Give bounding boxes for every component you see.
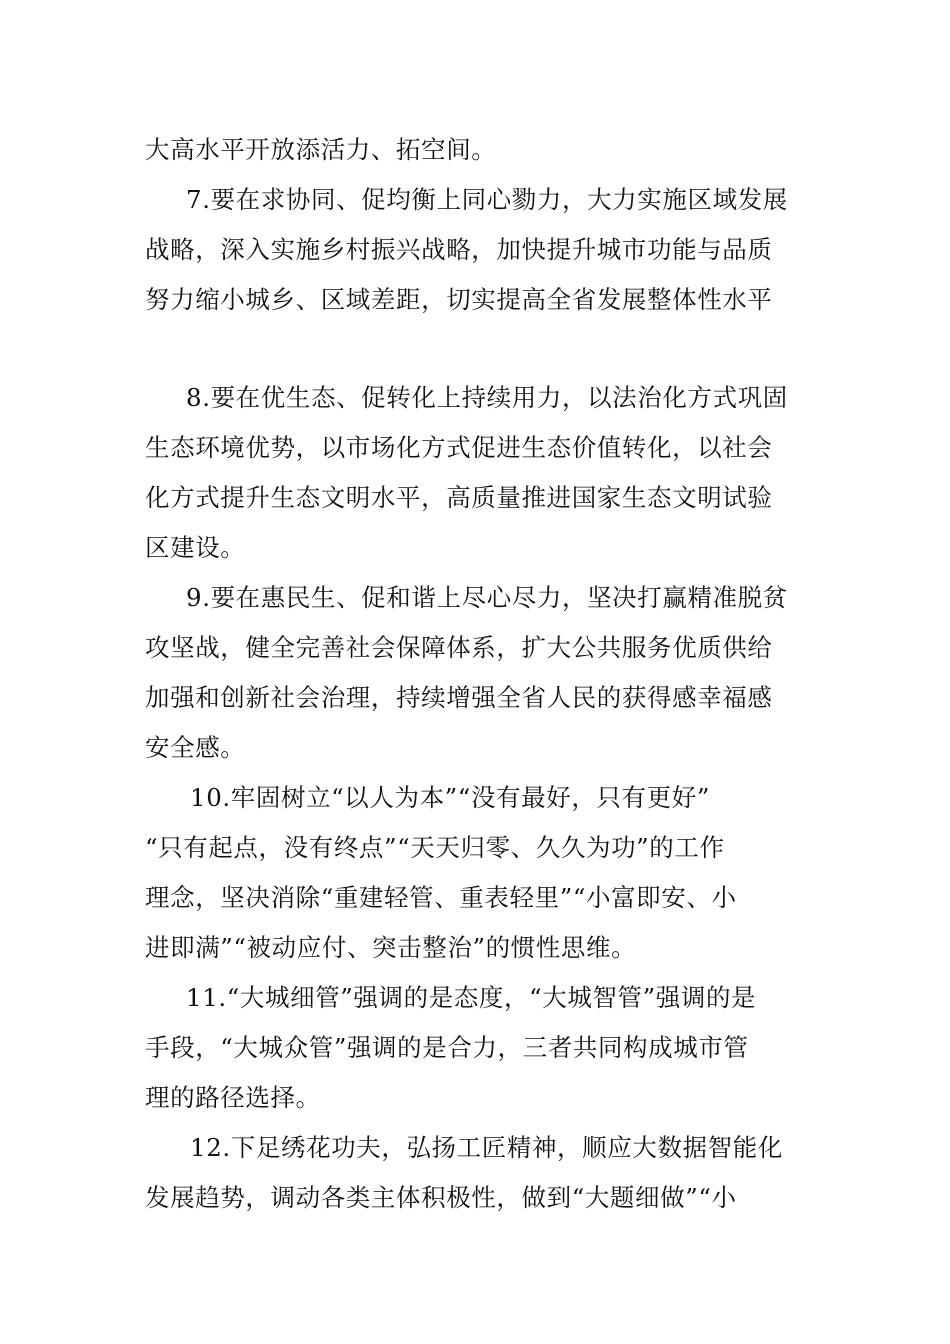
paragraph-10-line: 进即满”“被动应付、突击整治”的惯性思维。 [145, 933, 637, 962]
paragraph-11-line: 手段，“大城众管”强调的是合力，三者共同构成城市管 [145, 1033, 749, 1062]
paragraph-8-line: 8.要在优生态、促转化上持续用力，以法治化方式巩固 [186, 383, 788, 412]
paragraph-7-line: 努力缩小城乡、区域差距，切实提高全省发展整体性水平 [145, 285, 773, 314]
paragraph-7-line: 战略，深入实施乡村振兴战略，加快提升城市功能与品质 [145, 235, 773, 264]
paragraph-11-line: 理的路径选择。 [145, 1083, 321, 1112]
paragraph-10-line: “只有起点，没有终点”“天天归零、久久为功”的工作 [145, 833, 725, 862]
paragraph-10-line: 理念，坚决消除“重建轻管、重表轻里”“小富即安、小 [145, 883, 737, 912]
paragraph-12-line: 发展趋势，调动各类主体积极性，做到“大题细做”“小 [145, 1183, 737, 1212]
paragraph-9-line: 安全感。 [145, 733, 246, 762]
paragraph-9-line: 9.要在惠民生、促和谐上尽心尽力，坚决打赢精准脱贫 [186, 583, 788, 612]
paragraph-10-line: 10.牢固树立“以人为本”“没有最好，只有更好” [190, 783, 710, 812]
paragraph-9-line: 加强和创新社会治理，持续增强全省人民的获得感幸福感 [145, 683, 773, 712]
paragraph-7-line: 7.要在求协同、促均衡上同心勠力，大力实施区域发展 [186, 185, 788, 214]
paragraph-8-line: 化方式提升生态文明水平，高质量推进国家生态文明试验 [145, 483, 773, 512]
paragraph-9-line: 攻坚战，健全完善社会保障体系，扩大公共服务优质供给 [145, 633, 773, 662]
paragraph-12-line: 12.下足绣花功夫，弘扬工匠精神，顺应大数据智能化 [190, 1133, 783, 1162]
paragraph-11-line: 11.“大城细管”强调的是态度，“大城智管”强调的是 [186, 983, 757, 1012]
paragraph-8-line: 区建设。 [145, 533, 246, 562]
paragraph-8-line: 生态环境优势，以市场化方式促进生态价值转化，以社会 [145, 433, 773, 462]
text-line: 大高水平开放添活力、拓空间。 [145, 135, 497, 164]
